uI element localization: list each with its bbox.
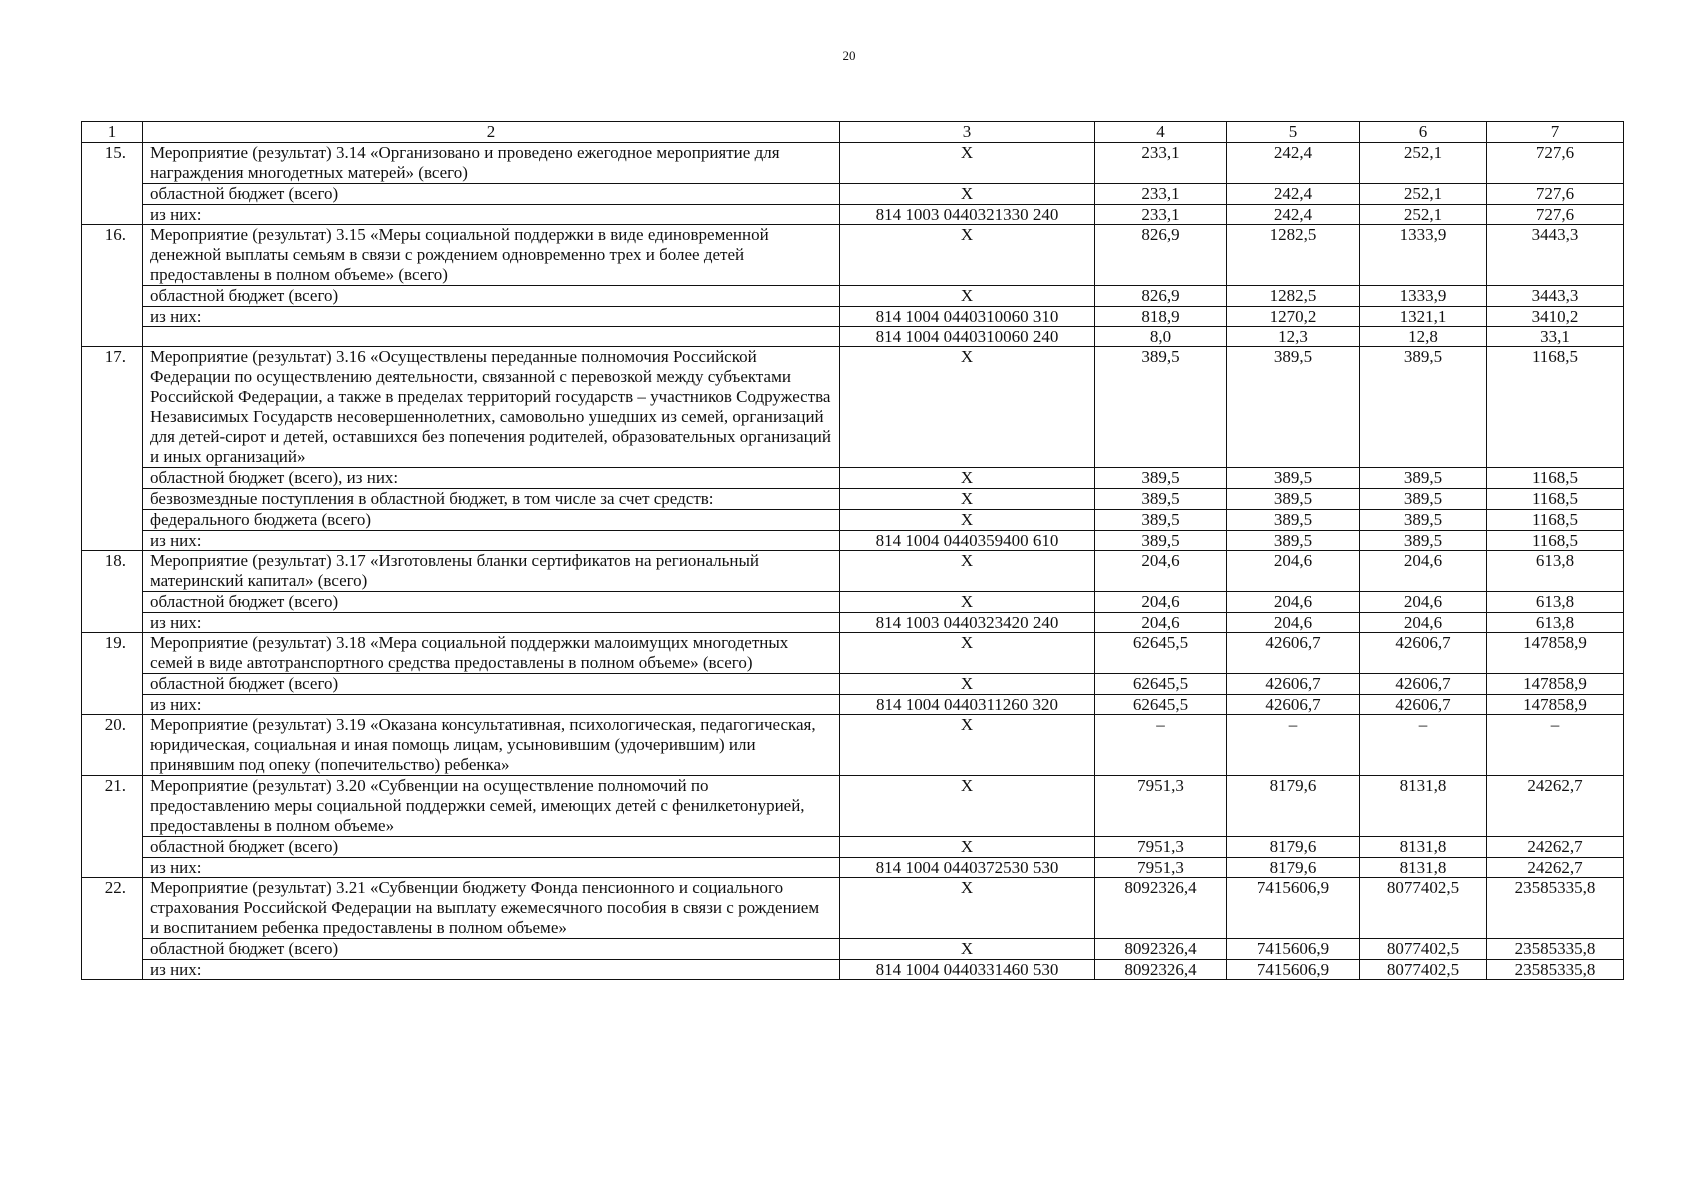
budget-code-cell: 814 1003 0440323420 240 <box>840 613 1095 633</box>
value-cell-col4: 204,6 <box>1095 551 1227 592</box>
description-cell: областной бюджет (всего) <box>143 184 840 205</box>
table-row <box>82 674 1624 695</box>
budget-code-cell: Х <box>840 551 1095 592</box>
value-cell-col6: 42606,7 <box>1360 674 1487 695</box>
value-cell-col6: 389,5 <box>1360 347 1487 468</box>
value-cell-col4: 233,1 <box>1095 143 1227 184</box>
table-row <box>82 960 1624 980</box>
value-cell-col6: 8077402,5 <box>1360 939 1487 960</box>
value-cell-col6: 8131,8 <box>1360 837 1487 858</box>
value-cell-col5: 42606,7 <box>1227 633 1360 674</box>
value-cell-col7: 1168,5 <box>1487 489 1624 510</box>
value-cell-col6: 8131,8 <box>1360 776 1487 837</box>
table-row <box>82 837 1624 858</box>
description-cell: из них: <box>143 613 840 633</box>
value-cell-col4: 62645,5 <box>1095 695 1227 715</box>
value-cell-col7: 613,8 <box>1487 551 1624 592</box>
value-cell-col4: 8092326,4 <box>1095 939 1227 960</box>
value-cell-col6: 12,8 <box>1360 327 1487 347</box>
description-cell: из них: <box>143 858 840 878</box>
value-cell-col4: 7951,3 <box>1095 858 1227 878</box>
header-cell: 1 <box>82 122 143 143</box>
description-cell: Мероприятие (результат) 3.15 «Меры социальной поддержки в виде единовременной денежной выплаты семьям в связи с рождением одновременно трех и более детей предоставлены в полном объеме» (всего) <box>143 225 840 286</box>
table-row <box>82 143 1624 184</box>
value-cell-col4: 233,1 <box>1095 205 1227 225</box>
budget-code-cell: Х <box>840 286 1095 307</box>
budget-code-cell: Х <box>840 715 1095 776</box>
value-cell-col5: 1282,5 <box>1227 286 1360 307</box>
value-cell-col6: 42606,7 <box>1360 633 1487 674</box>
value-cell-col7: – <box>1487 715 1624 776</box>
table-row <box>82 327 1624 347</box>
table-row <box>82 489 1624 510</box>
budget-code-cell: Х <box>840 633 1095 674</box>
budget-code-cell: Х <box>840 184 1095 205</box>
budget-code-cell: 814 1003 0440321330 240 <box>840 205 1095 225</box>
description-cell: Мероприятие (результат) 3.18 «Мера социальной поддержки малоимущих многодетных семей в виде автотранспортного средства предоставлены в полном объеме» (всего) <box>143 633 840 674</box>
value-cell-col7: 147858,9 <box>1487 695 1624 715</box>
value-cell-col5: 12,3 <box>1227 327 1360 347</box>
row-number-cell: 18. <box>82 551 143 633</box>
header-cell: 6 <box>1360 122 1487 143</box>
budget-code-cell: Х <box>840 510 1095 531</box>
header-cell: 2 <box>143 122 840 143</box>
header-cell: 5 <box>1227 122 1360 143</box>
table-row <box>82 613 1624 633</box>
budget-code-cell: 814 1004 0440310060 310 <box>840 307 1095 327</box>
value-cell-col6: 8131,8 <box>1360 858 1487 878</box>
budget-code-cell: 814 1004 0440310060 240 <box>840 327 1095 347</box>
description-cell: из них: <box>143 531 840 551</box>
table-body <box>82 122 1624 980</box>
value-cell-col4: 62645,5 <box>1095 633 1227 674</box>
value-cell-col5: 389,5 <box>1227 468 1360 489</box>
table-row <box>82 715 1624 776</box>
description-cell: из них: <box>143 205 840 225</box>
value-cell-col5: 42606,7 <box>1227 695 1360 715</box>
budget-code-cell: Х <box>840 143 1095 184</box>
value-cell-col4: 204,6 <box>1095 592 1227 613</box>
value-cell-col5: 389,5 <box>1227 489 1360 510</box>
description-cell: Мероприятие (результат) 3.14 «Организовано и проведено ежегодное мероприятие для награждения многодетных матерей» (всего) <box>143 143 840 184</box>
description-cell: Мероприятие (результат) 3.21 «Субвенции бюджету Фонда пенсионного и социального страхования Российской Федерации на выплату ежемесячного пособия в связи с рождением и воспитанием ребенка предоставлены в полном объеме» <box>143 878 840 939</box>
value-cell-col7: 727,6 <box>1487 184 1624 205</box>
value-cell-col4: 7951,3 <box>1095 776 1227 837</box>
value-cell-col7: 3410,2 <box>1487 307 1624 327</box>
table-row <box>82 592 1624 613</box>
value-cell-col5: 7415606,9 <box>1227 939 1360 960</box>
value-cell-col4: 62645,5 <box>1095 674 1227 695</box>
table-row <box>82 510 1624 531</box>
row-number-cell: 17. <box>82 347 143 551</box>
value-cell-col5: 242,4 <box>1227 143 1360 184</box>
table-row <box>82 695 1624 715</box>
value-cell-col7: 24262,7 <box>1487 837 1624 858</box>
table-row <box>82 468 1624 489</box>
value-cell-col5: 8179,6 <box>1227 776 1360 837</box>
description-cell: Мероприятие (результат) 3.19 «Оказана консультативная, психологическая, педагогическая, юридическая, социальная и иная помощь лицам, усыновившим (удочерившим) или принявшим под опеку (попечительство) ребенка» <box>143 715 840 776</box>
row-number-cell: 20. <box>82 715 143 776</box>
value-cell-col7: 1168,5 <box>1487 347 1624 468</box>
value-cell-col7: 1168,5 <box>1487 468 1624 489</box>
value-cell-col4: 826,9 <box>1095 225 1227 286</box>
value-cell-col7: 23585335,8 <box>1487 878 1624 939</box>
table-header-row <box>82 122 1624 143</box>
budget-code-cell: Х <box>840 837 1095 858</box>
table-row <box>82 776 1624 837</box>
value-cell-col7: 3443,3 <box>1487 225 1624 286</box>
description-cell: федерального бюджета (всего) <box>143 510 840 531</box>
description-cell: областной бюджет (всего) <box>143 939 840 960</box>
budget-code-cell: 814 1004 0440372530 530 <box>840 858 1095 878</box>
value-cell-col6: 389,5 <box>1360 468 1487 489</box>
description-cell: областной бюджет (всего) <box>143 592 840 613</box>
value-cell-col7: 1168,5 <box>1487 510 1624 531</box>
value-cell-col6: 252,1 <box>1360 205 1487 225</box>
value-cell-col5: 7415606,9 <box>1227 878 1360 939</box>
description-cell: областной бюджет (всего), из них: <box>143 468 840 489</box>
row-number-cell: 15. <box>82 143 143 225</box>
table-row <box>82 184 1624 205</box>
value-cell-col6: 204,6 <box>1360 592 1487 613</box>
value-cell-col5: 204,6 <box>1227 551 1360 592</box>
budget-code-cell: Х <box>840 468 1095 489</box>
value-cell-col4: 389,5 <box>1095 468 1227 489</box>
value-cell-col6: 8077402,5 <box>1360 960 1487 980</box>
value-cell-col4: 8,0 <box>1095 327 1227 347</box>
description-cell: безвозмездные поступления в областной бюджет, в том числе за счет средств: <box>143 489 840 510</box>
table-row <box>82 286 1624 307</box>
value-cell-col5: 8179,6 <box>1227 858 1360 878</box>
table-row <box>82 878 1624 939</box>
value-cell-col7: 23585335,8 <box>1487 939 1624 960</box>
value-cell-col5: 242,4 <box>1227 184 1360 205</box>
value-cell-col6: 389,5 <box>1360 531 1487 551</box>
value-cell-col5: 204,6 <box>1227 613 1360 633</box>
budget-code-cell: 814 1004 0440331460 530 <box>840 960 1095 980</box>
budget-code-cell: Х <box>840 592 1095 613</box>
description-cell: областной бюджет (всего) <box>143 286 840 307</box>
value-cell-col4: 389,5 <box>1095 531 1227 551</box>
table-row <box>82 551 1624 592</box>
value-cell-col7: 147858,9 <box>1487 674 1624 695</box>
value-cell-col7: 147858,9 <box>1487 633 1624 674</box>
budget-code-cell: 814 1004 0440359400 610 <box>840 531 1095 551</box>
table-row <box>82 858 1624 878</box>
header-cell: 4 <box>1095 122 1227 143</box>
value-cell-col7: 727,6 <box>1487 205 1624 225</box>
value-cell-col7: 727,6 <box>1487 143 1624 184</box>
value-cell-col6: 389,5 <box>1360 510 1487 531</box>
budget-code-cell: Х <box>840 225 1095 286</box>
table-row <box>82 347 1624 468</box>
value-cell-col6: 1333,9 <box>1360 286 1487 307</box>
budget-table <box>81 121 1624 980</box>
budget-code-cell: Х <box>840 674 1095 695</box>
value-cell-col6: 204,6 <box>1360 551 1487 592</box>
row-number-cell: 19. <box>82 633 143 715</box>
value-cell-col4: 389,5 <box>1095 347 1227 468</box>
description-cell: областной бюджет (всего) <box>143 674 840 695</box>
description-cell: областной бюджет (всего) <box>143 837 840 858</box>
budget-code-cell: Х <box>840 939 1095 960</box>
value-cell-col4: 8092326,4 <box>1095 960 1227 980</box>
row-number-cell: 21. <box>82 776 143 878</box>
budget-code-cell: Х <box>840 347 1095 468</box>
row-number-cell: 16. <box>82 225 143 347</box>
value-cell-col6: 1333,9 <box>1360 225 1487 286</box>
table-row <box>82 205 1624 225</box>
value-cell-col6: 42606,7 <box>1360 695 1487 715</box>
value-cell-col6: – <box>1360 715 1487 776</box>
header-cell: 3 <box>840 122 1095 143</box>
row-number-cell: 22. <box>82 878 143 980</box>
value-cell-col6: 1321,1 <box>1360 307 1487 327</box>
table-row <box>82 939 1624 960</box>
value-cell-col5: – <box>1227 715 1360 776</box>
description-cell: из них: <box>143 960 840 980</box>
page-number: 20 <box>842 48 856 63</box>
table-row <box>82 531 1624 551</box>
header-cell: 7 <box>1487 122 1624 143</box>
description-cell: из них: <box>143 695 840 715</box>
value-cell-col4: 204,6 <box>1095 613 1227 633</box>
value-cell-col4: 389,5 <box>1095 489 1227 510</box>
description-cell: из них: <box>143 307 840 327</box>
value-cell-col6: 389,5 <box>1360 489 1487 510</box>
description-cell: Мероприятие (результат) 3.16 «Осуществлены переданные полномочия Российской Федерации по осуществлению деятельности, связанной с перевозкой между субъектами Российской Федерации, а также в пределах территорий государств – участников Содружества Независимых Государств несовершеннолетних, самовольно ушедших из семей, организаций для детей-сирот и детей, оставшихся без попечения родителей, образовательных организаций и иных организаций» <box>143 347 840 468</box>
value-cell-col4: 826,9 <box>1095 286 1227 307</box>
value-cell-col7: 1168,5 <box>1487 531 1624 551</box>
description-cell <box>143 327 840 347</box>
value-cell-col5: 8179,6 <box>1227 837 1360 858</box>
value-cell-col7: 23585335,8 <box>1487 960 1624 980</box>
value-cell-col4: 7951,3 <box>1095 837 1227 858</box>
value-cell-col5: 7415606,9 <box>1227 960 1360 980</box>
value-cell-col5: 42606,7 <box>1227 674 1360 695</box>
budget-code-cell: 814 1004 0440311260 320 <box>840 695 1095 715</box>
value-cell-col5: 389,5 <box>1227 347 1360 468</box>
table-row <box>82 633 1624 674</box>
value-cell-col4: 389,5 <box>1095 510 1227 531</box>
value-cell-col5: 389,5 <box>1227 510 1360 531</box>
budget-code-cell: Х <box>840 489 1095 510</box>
table-row <box>82 225 1624 286</box>
value-cell-col5: 204,6 <box>1227 592 1360 613</box>
budget-code-cell: Х <box>840 878 1095 939</box>
value-cell-col4: 233,1 <box>1095 184 1227 205</box>
value-cell-col4: 818,9 <box>1095 307 1227 327</box>
budget-code-cell: Х <box>840 776 1095 837</box>
value-cell-col7: 24262,7 <box>1487 858 1624 878</box>
value-cell-col7: 613,8 <box>1487 613 1624 633</box>
value-cell-col7: 24262,7 <box>1487 776 1624 837</box>
value-cell-col6: 204,6 <box>1360 613 1487 633</box>
value-cell-col6: 252,1 <box>1360 143 1487 184</box>
value-cell-col5: 1270,2 <box>1227 307 1360 327</box>
value-cell-col4: 8092326,4 <box>1095 878 1227 939</box>
value-cell-col5: 1282,5 <box>1227 225 1360 286</box>
value-cell-col7: 33,1 <box>1487 327 1624 347</box>
value-cell-col7: 613,8 <box>1487 592 1624 613</box>
value-cell-col6: 8077402,5 <box>1360 878 1487 939</box>
table-row <box>82 307 1624 327</box>
description-cell: Мероприятие (результат) 3.20 «Субвенции на осуществление полномочий по предоставлению меры социальной поддержки семей, имеющих детей с фенилкетонурией, предоставлены в полном объеме» <box>143 776 840 837</box>
value-cell-col6: 252,1 <box>1360 184 1487 205</box>
description-cell: Мероприятие (результат) 3.17 «Изготовлены бланки сертификатов на региональный материнский капитал» (всего) <box>143 551 840 592</box>
value-cell-col4: – <box>1095 715 1227 776</box>
value-cell-col7: 3443,3 <box>1487 286 1624 307</box>
value-cell-col5: 242,4 <box>1227 205 1360 225</box>
value-cell-col5: 389,5 <box>1227 531 1360 551</box>
